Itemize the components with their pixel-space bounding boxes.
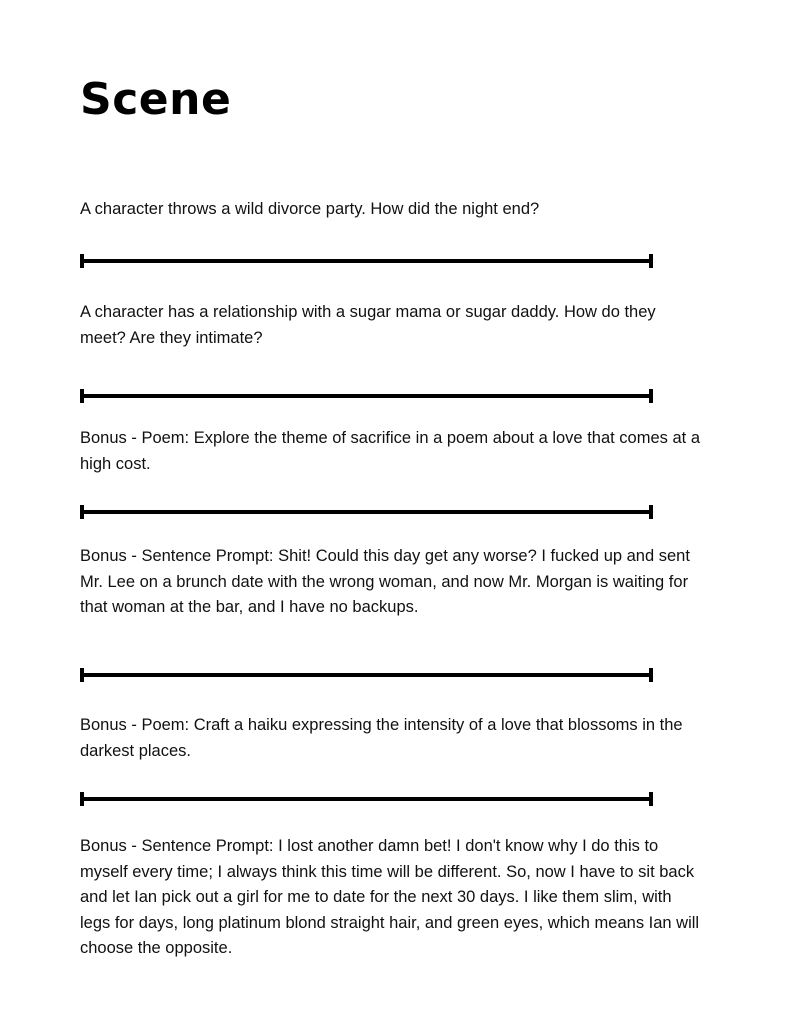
page-title: Scene bbox=[80, 74, 232, 125]
divider-line bbox=[80, 673, 653, 677]
divider-end-cap bbox=[649, 254, 653, 268]
divider-end-cap bbox=[649, 792, 653, 806]
divider-line bbox=[80, 259, 653, 263]
section-divider bbox=[80, 505, 653, 519]
prompt-text: A character has a relationship with a sugar mama or sugar daddy. How do they meet? Are they intimate? bbox=[80, 303, 656, 347]
section-divider bbox=[80, 389, 653, 403]
prompt-text: Bonus - Poem: Craft a haiku expressing the intensity of a love that blossoms in the darkest places. bbox=[80, 716, 683, 760]
divider-line bbox=[80, 510, 653, 514]
divider-line bbox=[80, 394, 653, 398]
divider-end-cap bbox=[649, 505, 653, 519]
prompt-text: Bonus - Poem: Explore the theme of sacrifice in a poem about a love that comes at a high cost. bbox=[80, 429, 700, 473]
section-divider bbox=[80, 254, 653, 268]
divider-end-cap bbox=[649, 668, 653, 682]
divider-end-cap bbox=[649, 389, 653, 403]
prompt-text: Bonus - Sentence Prompt: I lost another damn bet! I don't know why I do this to myself every time; I always think this time will be different. So, now I have to sit back and let Ian pick out a girl for me to date for the next 30 days. I like them slim, with legs for days, long platinum blond straight hair, and green eyes, which means Ian will choose the opposite. bbox=[80, 837, 700, 957]
prompt-text: Bonus - Sentence Prompt: Shit! Could this day get any worse? I fucked up and sent Mr. Lee on a brunch date with the wrong woman, and now Mr. Morgan is waiting for that woman at the bar, and I have no backups. bbox=[80, 547, 690, 616]
divider-line bbox=[80, 797, 653, 801]
section-divider bbox=[80, 668, 653, 682]
section-divider bbox=[80, 792, 653, 806]
prompt-text: A character throws a wild divorce party. How did the night end? bbox=[80, 200, 540, 218]
